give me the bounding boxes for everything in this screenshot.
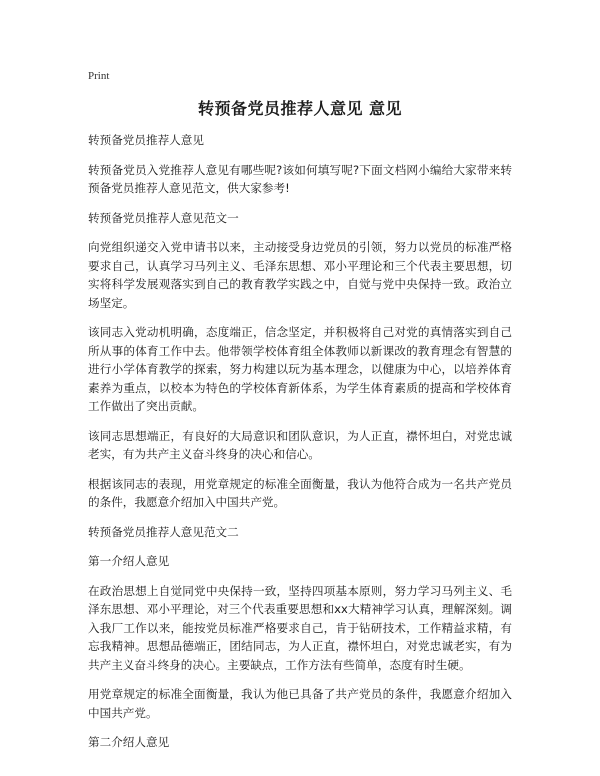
paragraph: 转预备党员推荐人意见 (88, 133, 204, 147)
document-title: 转预备党员推荐人意见 意见 (197, 99, 403, 118)
paragraph: 该同志思想端正，有良好的大局意识和团队意识，为人正直，襟怀坦白，对党忠诚老实，有为共产主义奋斗终身的决心和信心。 (88, 428, 512, 461)
print-label: Print (88, 70, 110, 82)
document-body (88, 131, 512, 752)
paragraph: 转预备党员推荐人意见范文二 (88, 524, 239, 539)
paragraph: 根据该同志的表现，用党章规定的标准全面衡量，我认为他符合成为一名共产党员的条件，我愿意介绍加入中国共产党。 (88, 476, 512, 509)
paragraph: 第二介绍人意见 (88, 735, 170, 749)
paragraph: 该同志入党动机明确，态度端正，信念坚定，并积极将自己对党的真情落实到自己所从事的体育工作中去。他带领学校体育组全体教师以新课改的教育理念有智慧的进行小学体育教学的探索，努力构建以玩为基本理念，以健康为中心，以培养体育素养为重点，以校本为特色的学校体育新体系，为学生体育素质的提高和学校体育工作做出了突出贡献。 (88, 325, 512, 413)
paragraph: 在政治思想上自觉同党中央保持一致，坚持四项基本原则，努力学习马列主义、毛泽东思想、邓小平理论，对三个代表重要思想和xx大精神学习认真，理解深刻。调入我厂工作以来，能按党员标准严格要求自己，肯于钻研技术，工作精益求精，有忘我精神。思想品德端正，团结同志，为人正直，襟怀坦白，对党忠诚老实，有为共产主义奋斗终身的决心。主要缺点，工作方法有些简单，态度有时生硬。 (88, 583, 512, 672)
paragraph: 向党组织递交入党申请书以来，主动接受身边党员的引领，努力以党员的标准严格要求自己，认真学习马列主义、毛泽东思想、邓小平理论和三个代表主要思想，切实将科学发展观落实到自己的教育教学实践之中，自觉与党中央保持一致。政治立场坚定。 (88, 240, 512, 310)
paragraph: 用党章规定的标准全面衡量，我认为他已具备了共产党员的条件，我愿意介绍加入中国共产党。 (88, 687, 512, 720)
paragraph: 第一介绍人意见 (88, 554, 170, 568)
paragraph: 转预备党员入党推荐人意见有哪些呢?该如何填写呢?下面文档网小编给大家带来转预备党员推荐人意见范文，供大家参考! (88, 162, 512, 195)
paragraph: 转预备党员推荐人意见范文一 (88, 210, 239, 225)
